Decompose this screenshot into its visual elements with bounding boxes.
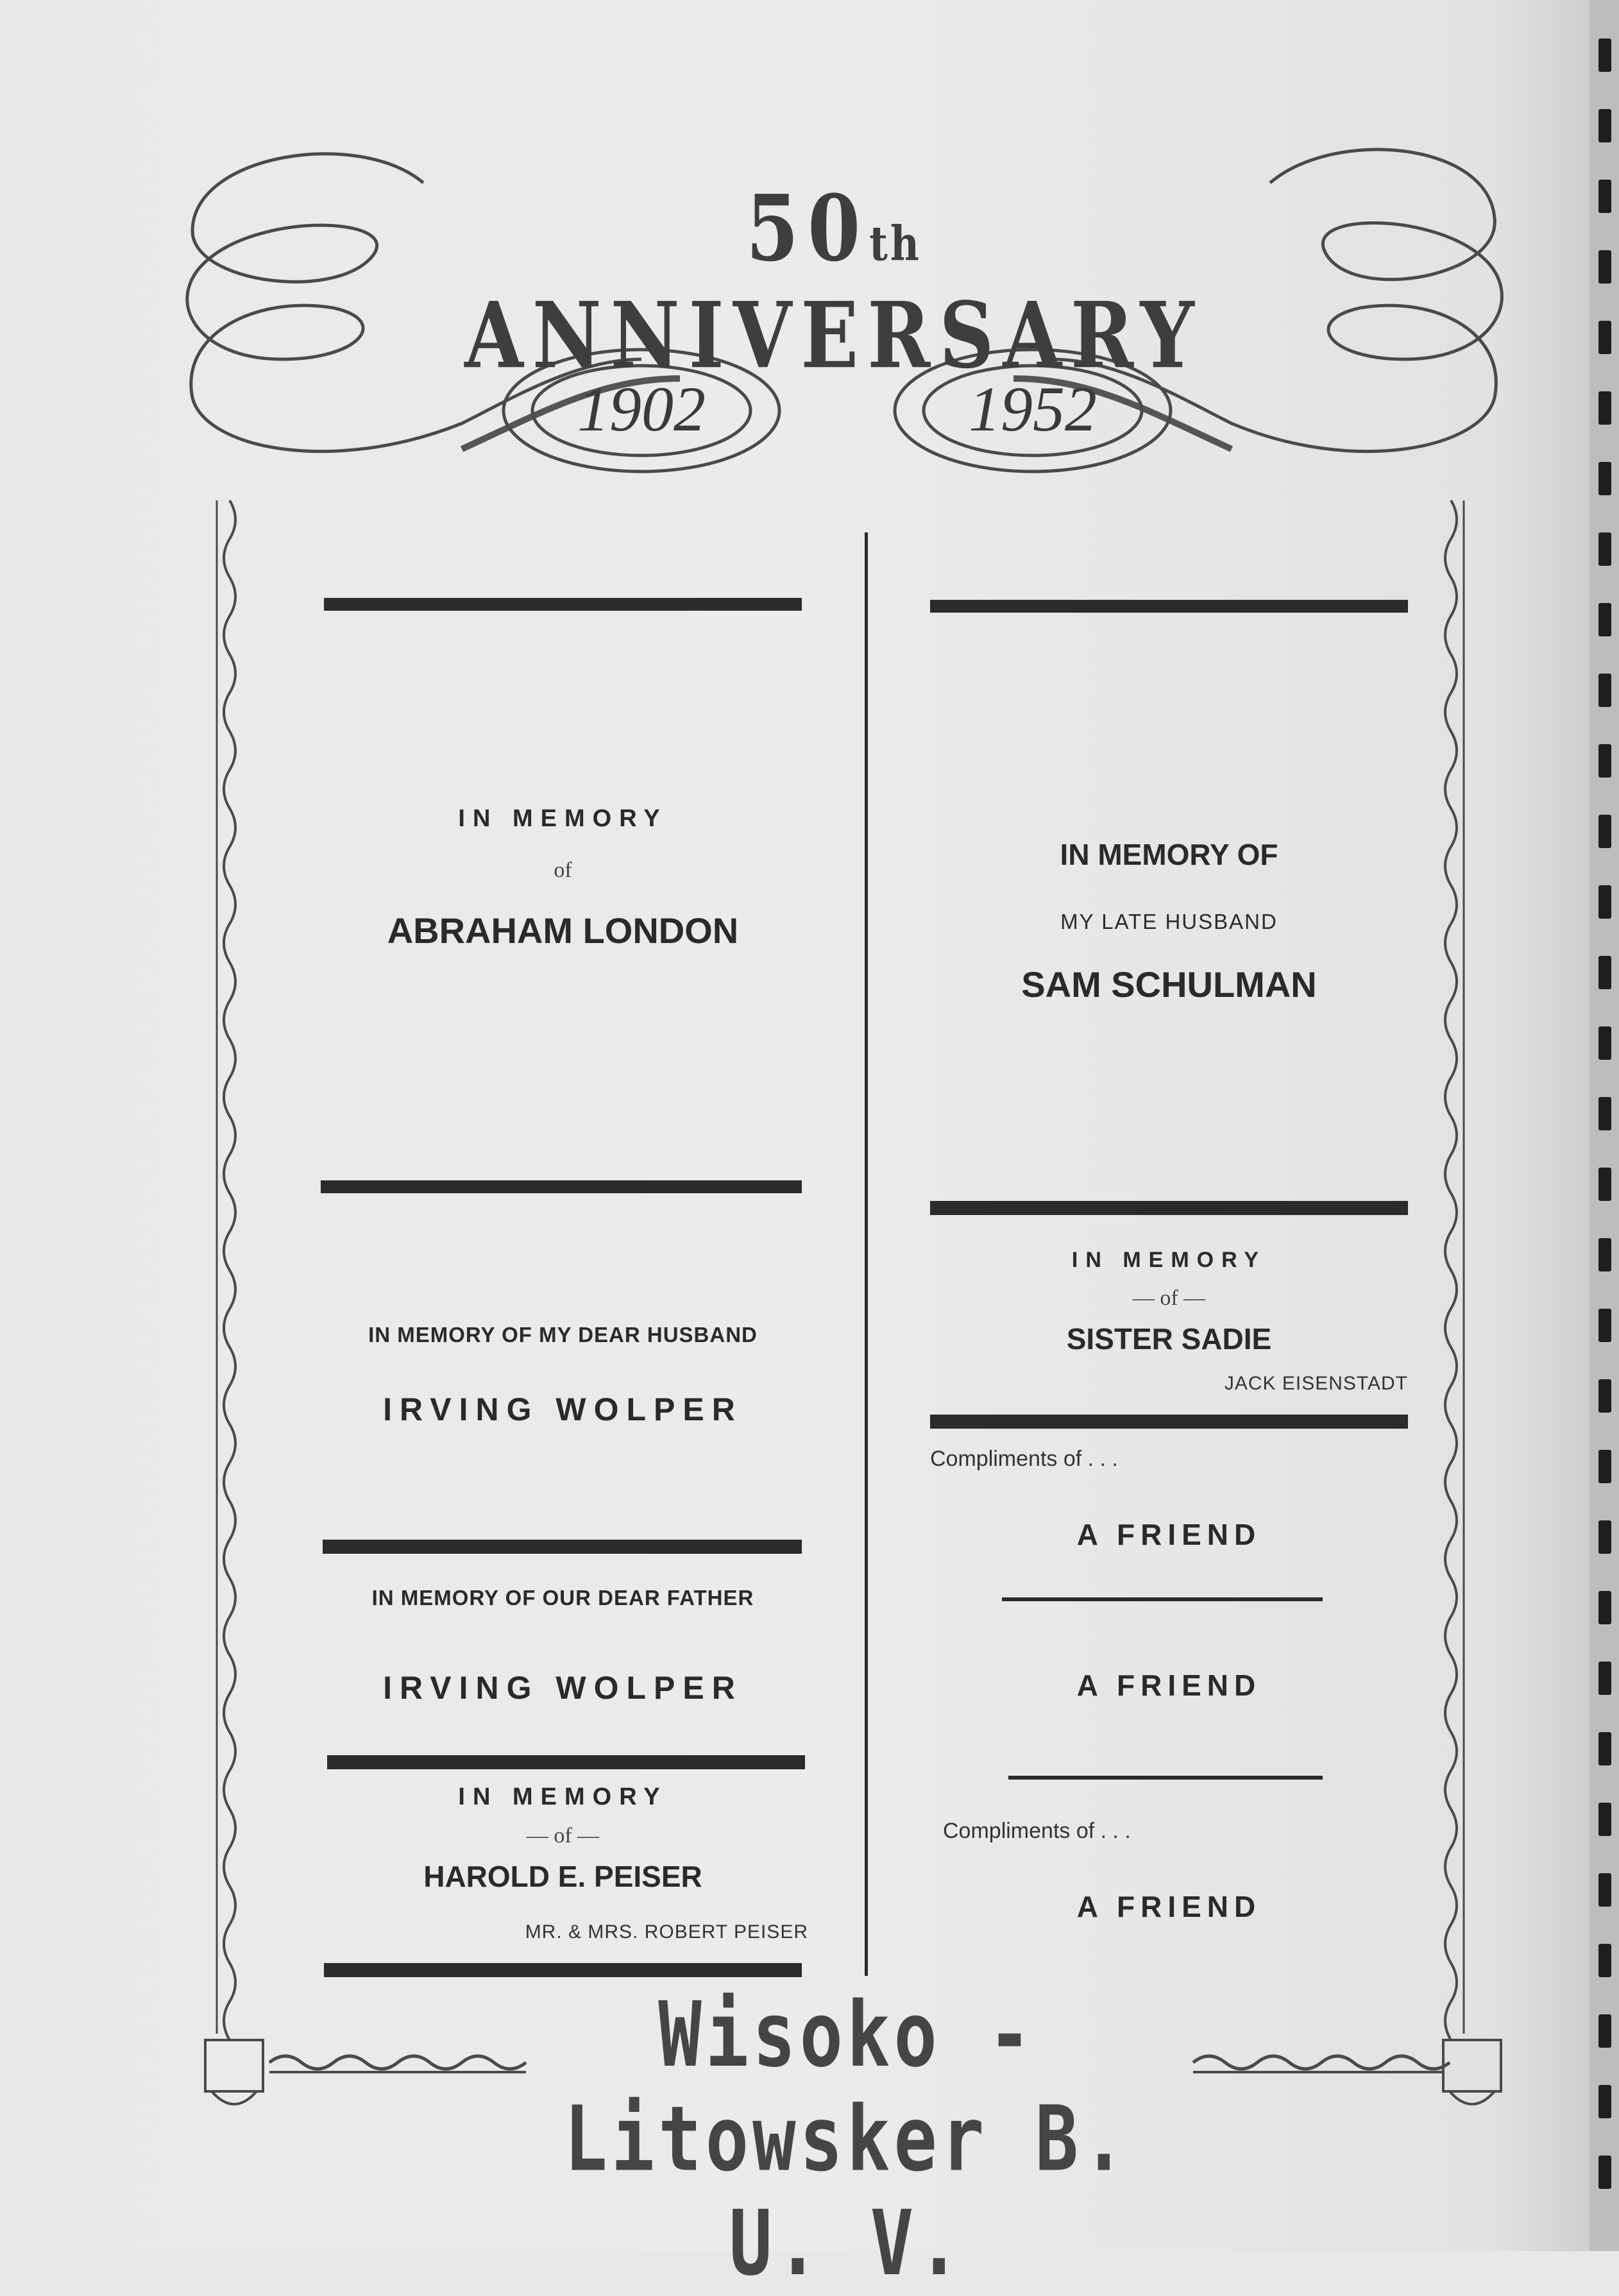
right-3-name: A FRIEND: [1076, 1518, 1262, 1551]
left-1-of: of: [554, 858, 572, 882]
right-3-compliments: Compliments of . . .: [930, 1447, 1118, 1471]
column-divider: [865, 532, 868, 1976]
left-4-heading: IN MEMORY: [458, 1783, 668, 1810]
left-1-heading: IN MEMORY: [458, 805, 668, 832]
rule-divider: [327, 1755, 805, 1769]
left-2-heading: IN MEMORY OF MY DEAR HUSBAND: [368, 1323, 758, 1347]
left-1-name: ABRAHAM LONDON: [387, 910, 739, 951]
rule-divider: [930, 1415, 1408, 1429]
right-5-name: A FRIEND: [1076, 1890, 1262, 1923]
title-suffix: th: [869, 215, 922, 272]
title-word: ANNIVERSARY: [464, 282, 1203, 389]
right-2-heading: IN MEMORY: [1071, 1248, 1267, 1272]
right-1-heading: IN MEMORY OF: [1060, 838, 1278, 871]
left-2-name: IRVING WOLPER: [383, 1391, 743, 1427]
right-2-of: — of —: [1132, 1286, 1206, 1310]
right-1-subheading: MY LATE HUSBAND: [1060, 910, 1278, 933]
year-right: 1952: [969, 373, 1097, 445]
right-4-name: A FRIEND: [1076, 1669, 1262, 1702]
rule-divider: [324, 1963, 802, 1977]
title-number: 50: [746, 174, 870, 282]
right-1-name: SAM SCHULMAN: [1021, 964, 1317, 1005]
rule-divider: [323, 1540, 802, 1554]
left-4-donor: MR. & MRS. ROBERT PEISER: [525, 1921, 808, 1943]
year-left: 1902: [577, 373, 706, 445]
organization-name: Wisoko - Litowsker B. U. V.: [564, 1983, 1130, 2296]
rule-divider: [324, 598, 802, 611]
anniversary-title: [449, 174, 1219, 389]
left-4-name: HAROLD E. PEISER: [423, 1860, 702, 1893]
right-2-name: SISTER SADIE: [1066, 1322, 1272, 1356]
right-2-donor: JACK EISENSTADT: [1224, 1373, 1408, 1394]
rule-divider: [321, 1180, 802, 1193]
rule-divider: [930, 1201, 1408, 1215]
thin-rule: [1008, 1776, 1323, 1780]
left-3-heading: IN MEMORY OF OUR DEAR FATHER: [371, 1586, 754, 1610]
left-3-name: IRVING WOLPER: [383, 1670, 743, 1706]
thin-rule: [1002, 1597, 1323, 1601]
right-5-compliments: Compliments of . . .: [943, 1819, 1131, 1843]
rule-divider: [930, 600, 1408, 613]
left-4-of: — of —: [526, 1824, 600, 1848]
